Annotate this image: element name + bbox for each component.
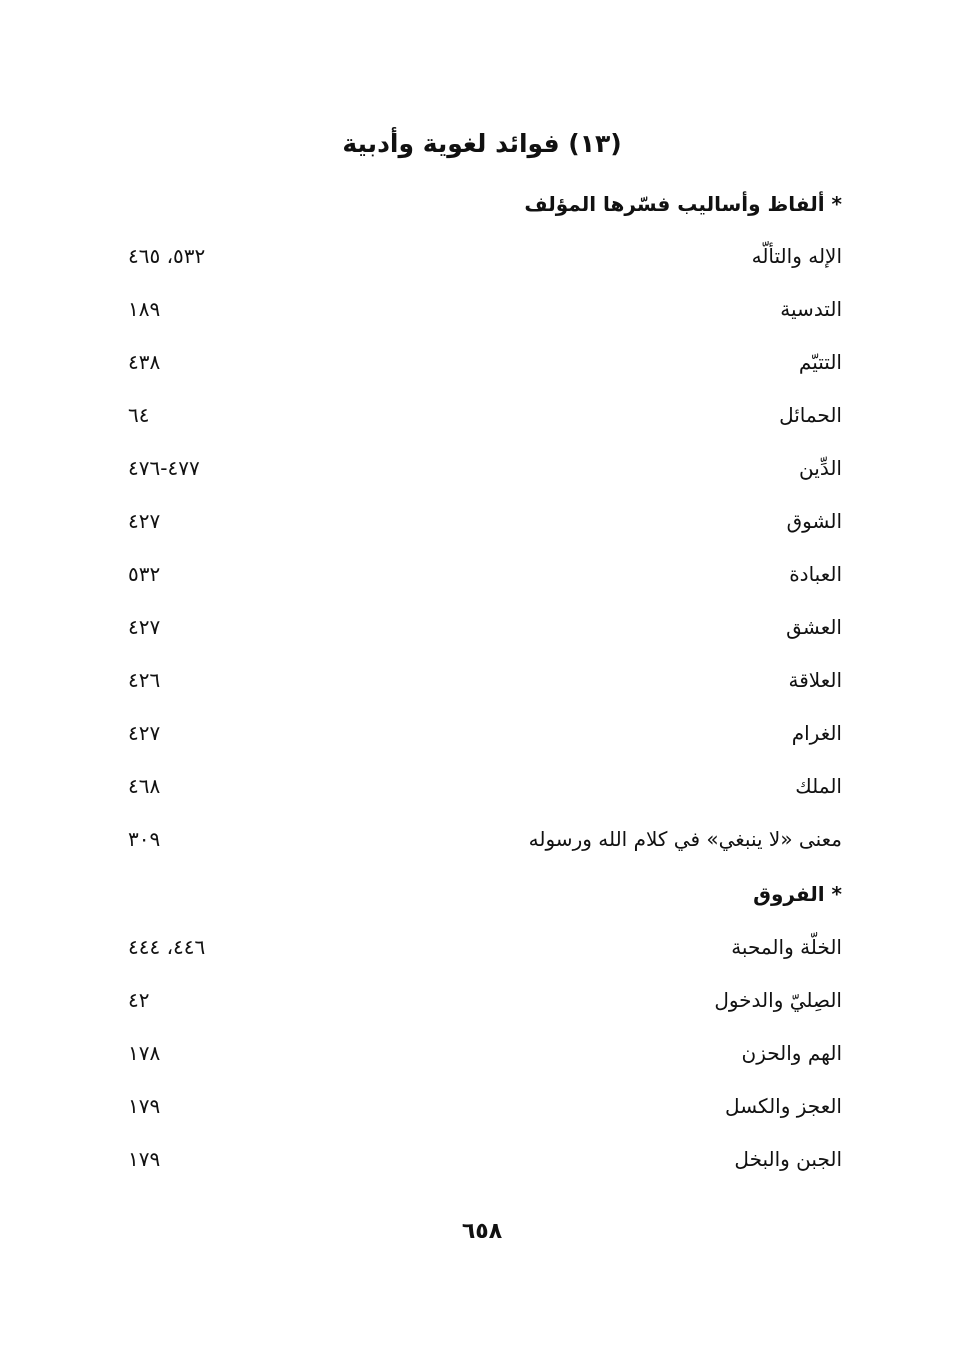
- list-item: [0, 766, 964, 806]
- list-item: [0, 927, 964, 967]
- entry-pages: ٤٢٦: [128, 668, 161, 692]
- entry-term: العجز والكسل: [725, 1094, 842, 1118]
- entry-pages: ٤٢٧: [128, 509, 161, 533]
- list-item: [0, 1086, 964, 1126]
- list-item: [0, 660, 964, 700]
- list-item: [0, 236, 964, 276]
- list-item: [0, 1139, 964, 1179]
- entry-term: العلاقة: [788, 668, 842, 692]
- entry-pages: ١٧٨: [128, 1041, 161, 1065]
- entry-term: العشق: [786, 615, 842, 639]
- entry-pages: ١٨٩: [128, 297, 161, 321]
- entry-pages: ٤٢: [128, 988, 150, 1012]
- section-heading: [0, 184, 964, 224]
- section-heading: [0, 874, 964, 914]
- entry-term: الملك: [795, 774, 842, 798]
- entry-term: الخلّة والمحبة: [731, 935, 842, 959]
- list-item: [0, 1033, 964, 1073]
- list-item: [0, 713, 964, 753]
- entry-term: الجبن والبخل: [734, 1147, 842, 1171]
- entry-term: الهم والحزن: [741, 1041, 842, 1065]
- entry-pages: ٤٦٨: [128, 774, 161, 798]
- entry-pages: ٣٠٩: [128, 827, 161, 851]
- entry-pages: ٤٧٧-٤٧٦: [128, 456, 200, 480]
- entry-term: الدِّين: [799, 456, 842, 480]
- entry-pages: ٥٣٢، ٤٦٥: [128, 244, 206, 268]
- list-item: [0, 448, 964, 488]
- page-number: ٦٥٨: [461, 1219, 503, 1244]
- entry-term: الشوق: [786, 509, 842, 533]
- entry-pages: ٦٤: [128, 403, 150, 427]
- entry-term: الغرام: [791, 721, 842, 745]
- index-list: [0, 184, 964, 1184]
- entry-pages: ١٧٩: [128, 1147, 161, 1171]
- entry-pages: ٤٣٨: [128, 350, 161, 374]
- list-item: [0, 289, 964, 329]
- entry-pages: ٥٣٢: [128, 562, 161, 586]
- list-item: [0, 342, 964, 382]
- entry-term: الحمائل: [779, 403, 842, 427]
- entry-term: معنى «لا ينبغي» في كلام الله ورسوله: [528, 827, 842, 851]
- entry-pages: ٤٤٦، ٤٤٤: [128, 935, 206, 959]
- entry-term: التتيّم: [798, 350, 842, 374]
- section-heading-text: * الفروق: [753, 882, 842, 906]
- list-item: [0, 395, 964, 435]
- entry-term: العبادة: [789, 562, 842, 586]
- section-heading-text: * ألفاظ وأساليب فسّرها المؤلف: [524, 192, 842, 216]
- list-item: [0, 980, 964, 1020]
- entry-term: الإله والتألّه: [751, 244, 842, 268]
- entry-pages: ١٧٩: [128, 1094, 161, 1118]
- entry-term: الصِليّ والدخول: [714, 988, 842, 1012]
- entry-pages: ٤٢٧: [128, 615, 161, 639]
- list-item: [0, 819, 964, 859]
- entry-pages: ٤٢٧: [128, 721, 161, 745]
- list-item: [0, 554, 964, 594]
- list-item: [0, 501, 964, 541]
- page-title: (١٣) فوائد لغوية وأدبية: [342, 129, 622, 158]
- entry-term: التدسية: [780, 297, 842, 321]
- list-item: [0, 607, 964, 647]
